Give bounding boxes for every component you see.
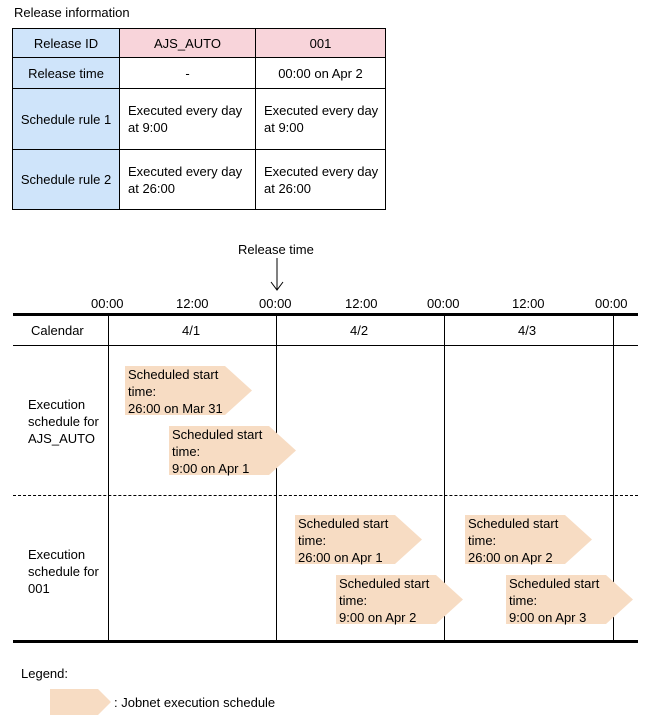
row-label-line: AJS_AUTO: [28, 431, 95, 446]
row-label-line: Execution: [28, 397, 86, 412]
schedule-text: 9:00 on Apr 2: [339, 610, 417, 625]
day-boundary: [276, 315, 277, 641]
schedule-text: 9:00 on Apr 3: [509, 610, 587, 625]
tick-label: 12:00: [512, 296, 545, 311]
schedule-shape: [336, 575, 464, 624]
row-label-line: schedule for: [28, 414, 99, 429]
schedule-shape: [465, 515, 593, 564]
rule1-001: Executed every day at 9:00: [255, 88, 386, 150]
row-label-line: Execution: [28, 547, 86, 562]
row-label-line: 001: [28, 581, 50, 596]
row-label-release-time: Release time: [12, 57, 120, 89]
row-label-schedule-rule-1: Schedule rule 1: [12, 88, 120, 150]
schedule-shape: [169, 426, 297, 475]
schedule-text: Scheduled start: [468, 516, 559, 531]
schedule-text: time:: [128, 384, 157, 399]
calendar-separator: [13, 345, 638, 346]
row-label-line: schedule for: [28, 564, 99, 579]
tick-label: 00:00: [91, 296, 124, 311]
header-ajs-auto: AJS_AUTO: [119, 28, 256, 58]
legend-title: Legend:: [21, 666, 68, 681]
calendar-day: 4/3: [518, 323, 537, 338]
schedule-text: 26:00 on Mar 31: [128, 401, 223, 416]
release-time-arrow: [268, 258, 286, 292]
release-time-label: Release time: [238, 242, 314, 257]
legend-shape: [50, 689, 112, 715]
schedule-text: time:: [468, 533, 497, 548]
schedule-text: 26:00 on Apr 2: [468, 550, 553, 565]
timeline-top-border: [13, 313, 638, 316]
tick-label: 00:00: [259, 296, 292, 311]
schedule-text: time:: [298, 533, 327, 548]
calendar-day: 4/2: [350, 323, 369, 338]
calendar-day: 4/1: [182, 323, 201, 338]
schedule-shape: [125, 366, 253, 415]
tick-label: 12:00: [176, 296, 209, 311]
schedule-text: time:: [509, 593, 538, 608]
schedule-text: Scheduled start: [298, 516, 389, 531]
legend-item: : Jobnet execution schedule: [114, 695, 276, 710]
calendar-label: Calendar: [31, 323, 84, 338]
tick-label: 00:00: [595, 296, 628, 311]
release-time-ajs-auto: -: [119, 57, 256, 89]
rule1-ajs-auto: Executed every day at 9:00: [119, 88, 256, 150]
schedule-text: Scheduled start: [128, 367, 219, 382]
schedule-text: Scheduled start: [172, 427, 263, 442]
schedule-shape: [506, 575, 634, 624]
schedule-text: time:: [339, 593, 368, 608]
header-001: 001: [255, 28, 386, 58]
row-separator: [13, 495, 638, 496]
row-label-schedule-rule-2: Schedule rule 2: [12, 149, 120, 210]
release-time-001: 00:00 on Apr 2: [255, 57, 386, 89]
release-info-table: [12, 28, 386, 210]
schedule-text: time:: [172, 444, 201, 459]
header-release-id: Release ID: [12, 28, 120, 58]
tick-label: 00:00: [427, 296, 460, 311]
tick-label: 12:00: [345, 296, 378, 311]
schedule-text: Scheduled start: [509, 576, 600, 591]
schedule-shape: [295, 515, 423, 564]
timeline-bottom-border: [13, 640, 638, 643]
schedule-text: 26:00 on Apr 1: [298, 550, 383, 565]
schedule-text: Scheduled start: [339, 576, 430, 591]
rule2-001: Executed every day at 26:00: [255, 149, 386, 210]
row-label-001: [28, 546, 99, 597]
info-title: Release information: [14, 5, 130, 20]
row-label-ajs-auto: [28, 396, 99, 447]
day-boundary: [108, 315, 109, 641]
schedule-text: 9:00 on Apr 1: [172, 461, 250, 476]
rule2-ajs-auto: Executed every day at 26:00: [119, 149, 256, 210]
